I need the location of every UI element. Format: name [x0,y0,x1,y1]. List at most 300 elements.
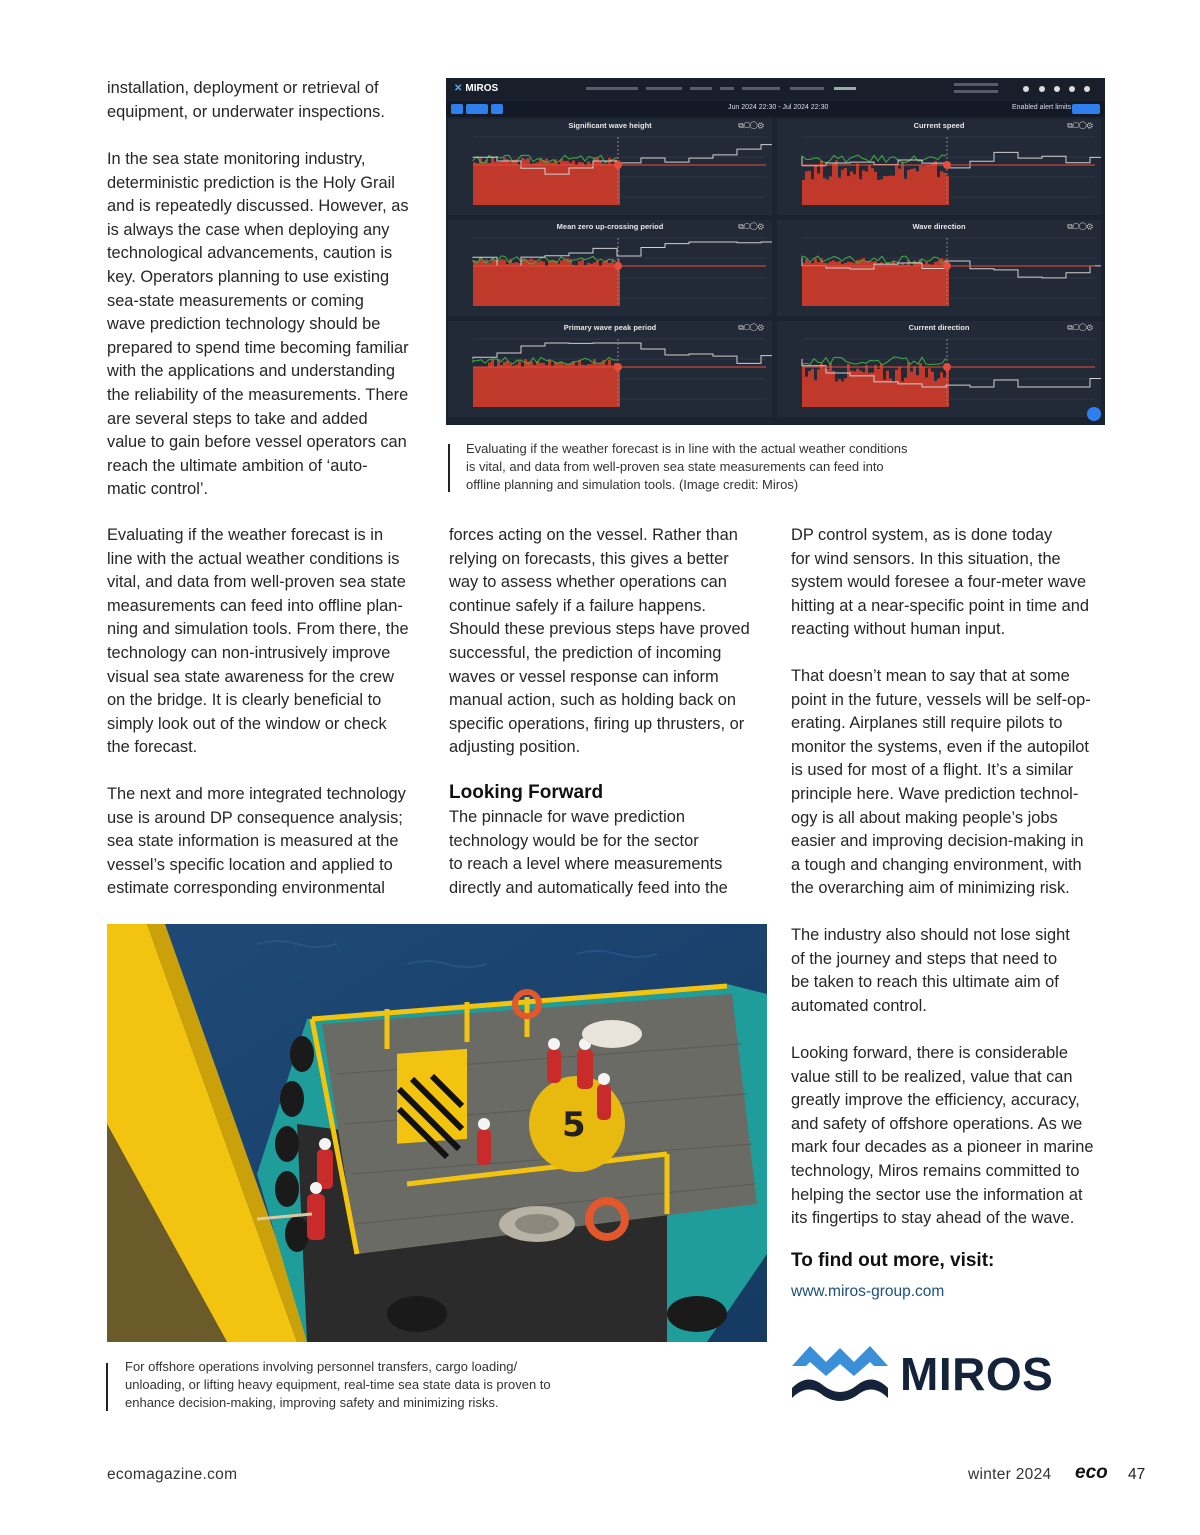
measurement-bar [820,161,823,205]
nav-forward-button[interactable] [491,104,503,114]
measurement-bar [916,171,919,205]
measurement-bar [826,369,829,407]
looking-forward-heading: Looking Forward [449,782,604,803]
measurement-bar [901,163,904,205]
text-line: estimate corresponding environmental [107,879,385,898]
measurement-bar [886,176,889,205]
measurement-bar [889,176,892,205]
measurement-bar [844,378,847,407]
measurement-bar [943,173,946,205]
measurement-bar [482,367,485,407]
measurement-bar [922,166,925,205]
measurement-bar [560,362,563,407]
measurement-bar [886,371,889,407]
measurement-bar [476,261,479,306]
panel-title: Primary wave peak period [563,323,657,332]
measurement-bar [548,261,551,306]
footer-brand-logo: eco [1075,1462,1108,1483]
measurement-bar [940,372,943,407]
measurement-bar [835,262,838,306]
measurement-bar [868,373,871,407]
measurement-bar [910,371,913,407]
measurement-bar [569,363,572,407]
measurement-bar [838,178,841,205]
text-line: vessel’s specific location and applied to [107,855,393,874]
measurement-bar [862,258,865,306]
panel-current-speed [777,119,1101,215]
panel-plot [777,321,1101,417]
measurement-bar [826,179,829,205]
measurement-bar [494,162,497,205]
nav-back-button[interactable] [451,104,463,114]
measurement-bar [934,161,937,205]
measurement-bar [901,262,904,306]
conclusion-paragraph [791,1042,1093,1231]
measurement-bar [892,381,895,407]
measurement-bar [545,266,548,306]
measurement-bar [614,265,617,306]
measurement-bar [611,164,614,205]
measurement-bar [608,263,611,306]
measurement-bar [922,264,925,306]
text-line: is always the case when deploying any [107,220,390,239]
measurement-bar [814,380,817,407]
measurement-bar [527,361,530,407]
measurement-bar [817,369,820,407]
measurement-bar [898,265,901,306]
measurement-bar [605,164,608,205]
measurement-bar [829,176,832,205]
measurement-bar [584,265,587,306]
measurement-bar [865,365,868,407]
measurement-bar [473,162,476,205]
now-marker-dot [943,161,951,169]
text-line: For offshore operations involving personnel transfers, cargo loading/ [125,1359,518,1374]
alert-limits-toggle[interactable]: Enabled alert limits [1012,104,1072,111]
measurement-bar [877,369,880,407]
text-line: sea-state measurements or coming [107,291,364,310]
measurement-bar [518,165,521,205]
measurement-bar [512,366,515,407]
text-line: helping the sector use the information at [791,1185,1083,1204]
text-line: continue safely if a failure happens. [449,596,706,615]
measurement-bar [874,172,877,205]
measurement-bar [536,162,539,205]
measurement-bar [572,160,575,205]
measurement-bar [530,361,533,407]
measurement-bar [518,263,521,306]
measurement-bar [482,162,485,205]
measurement-bar [844,263,847,306]
text-line: and is repeatedly discussed. However, as [107,197,409,216]
measurement-bar [560,260,563,306]
measurement-bar [518,361,521,407]
photo-caption [125,1358,551,1412]
measurement-bar [913,366,916,407]
text-line: the overarching aim of minimizing risk. [791,879,1070,898]
panel-plot [448,119,772,215]
measurement-bar [581,162,584,205]
measured-series-line [802,357,946,365]
text-line: Evaluating if the weather forecast is in line with the actual weather conditions [466,441,908,456]
measurement-bar [928,368,931,407]
measurement-bar [593,262,596,306]
text-line: waves or vessel response can inform [449,667,719,686]
measurement-bar [563,161,566,205]
footer-site: ecomagazine.com [107,1466,238,1483]
measurement-bar [898,169,901,205]
measurement-bar [533,163,536,205]
measurement-bar [802,180,805,205]
measurement-bar [602,164,605,205]
measurement-bar [473,367,476,407]
measurement-bar [904,179,907,205]
measurement-bar [841,170,844,205]
text-line: simply look out of the window or check [107,714,387,733]
help-badge-icon[interactable] [1087,407,1101,421]
self-operating-paragraph [791,665,1091,901]
panel-plot [448,220,772,316]
measurement-bar [515,365,518,407]
text-line: with the applications and understanding [107,362,395,381]
measurement-bar [940,258,943,306]
measurement-bar [575,265,578,306]
text-line: value still to be realized, value that can [791,1067,1073,1086]
text-line: a tough and changing environment, with [791,855,1082,874]
measurement-bar [551,260,554,306]
text-line: Evaluating if the weather forecast is in [107,526,384,544]
measurement-bar [859,260,862,306]
measurement-bar [826,263,829,306]
measurement-bar [811,369,814,407]
measurement-bar [539,260,542,306]
measurement-bar [910,169,913,205]
footer-page-number: 47 [1128,1466,1146,1483]
measurement-bar [856,369,859,407]
panel-title: Wave direction [912,222,966,231]
measurement-bar [497,261,500,306]
measurement-bar [515,159,518,205]
now-marker-dot [614,161,622,169]
measurement-bar [599,266,602,306]
measurement-bar [533,365,536,407]
measurement-bar [883,380,886,407]
measurement-bar [584,165,587,205]
measurement-bar [479,367,482,407]
dashboard-date-range: Jun 2024 22:30 - Jul 2024 22:30 [728,104,829,111]
text-line: directly and automatically feed into the [449,878,728,897]
measurement-bar [509,364,512,407]
measurement-bar [853,174,856,205]
text-line: In the sea state monitoring industry, [107,150,366,168]
measurement-bar [578,261,581,306]
text-line: Should these previous steps have proved [449,620,750,639]
industry-paragraph [791,924,1070,1018]
measurement-bar [572,361,575,407]
measurement-bar [856,164,859,205]
text-line: of the journey and steps that need to [791,949,1058,968]
measurement-bar [524,359,527,407]
measurement-bar [811,179,814,205]
text-line: matic control’. [107,480,209,499]
measurement-bar [488,163,491,205]
measurement-bar [823,178,826,205]
text-line: is vital, and data from well-proven sea state measurements can feed into [466,459,884,474]
measurement-bar [808,171,811,205]
text-line: The pinnacle for wave prediction [449,808,685,826]
panel-title: Current direction [908,323,970,332]
measurement-bar [506,361,509,407]
text-line: way to assess whether operations can [449,573,727,592]
measurement-bar [503,362,506,407]
text-line: erating. Airplanes still require pilots to [791,714,1063,733]
measurement-bar [880,179,883,205]
measurement-bar [817,262,820,306]
text-line: measurements can feed into offline plan- [107,596,403,615]
text-line: reach the ultimate ambition of ‘auto- [107,456,368,475]
measurement-bar [542,160,545,205]
measurement-bar [931,265,934,306]
offshore-vessel-photo [107,924,767,1342]
measurement-bar [808,262,811,306]
measurement-bar [581,260,584,306]
measurement-bar [835,160,838,205]
measurement-bar [892,261,895,306]
text-line: deterministic prediction is the Holy Grail [107,173,395,192]
measurement-bar [557,363,560,407]
measurement-bar [823,368,826,407]
miros-dashboard-screenshot [446,78,1105,425]
measurement-bar [883,265,886,306]
measurement-bar [506,159,509,205]
measurement-bar [536,361,539,407]
text-line: relying on forecasts, this gives a better [449,549,729,568]
text-line: value to gain before vessel operators can [107,433,407,452]
panel-toolbar-icons[interactable]: ⧉▢◯⚙ [738,323,764,332]
caption-rule [106,1363,108,1411]
measurement-bar [596,261,599,306]
panel-mean-zero-upcrossing-period [448,220,772,316]
text-line: unloading, or lifting heavy equipment, real-time sea state data is proven to [125,1377,551,1392]
measurement-bar [599,363,602,407]
measurement-bar [904,378,907,407]
measurement-bar [817,173,820,205]
text-line: offline planning and simulation tools. (Image credit: Miros) [466,477,799,492]
measurement-bar [913,261,916,306]
measurement-bar [554,362,557,407]
measurement-bar [907,170,910,205]
measurement-bar [527,260,530,306]
measurement-bar [931,372,934,407]
measurement-bar [554,261,557,306]
text-line: visual sea state awareness for the crew [107,667,394,686]
text-line: to reach a level where measurements [449,855,723,874]
measurement-bar [919,165,922,205]
measurement-bar [515,262,518,306]
measured-series-line [802,155,946,163]
measurement-bar [925,165,928,205]
text-line: The industry also should not lose sight [791,926,1070,944]
panel-toolbar-icons[interactable]: ⧉▢◯⚙ [738,121,764,130]
measurement-bar [931,163,934,205]
panel-plot [777,119,1101,215]
measurement-bar [811,263,814,306]
today-button[interactable] [466,104,488,114]
text-line: system would foresee a four-meter wave [791,573,1087,592]
measurement-bar [916,375,919,407]
dp-control-paragraph [791,524,1089,642]
measurement-bar [566,161,569,205]
text-line: prepared to spend time becoming familiar [107,338,409,357]
measurement-bar [937,261,940,306]
measurement-bar [512,263,515,306]
text-line: forces acting on the vessel. Rather than [449,526,738,544]
measurement-bar [539,363,542,407]
text-line: wave prediction technology should be [107,315,381,334]
measurement-bar [593,359,596,407]
text-line: are several steps to take and added [107,409,368,428]
measurement-bar [928,264,931,306]
find-out-more-heading: To find out more, visit: [791,1250,995,1271]
measurement-bar [850,171,853,205]
now-marker-dot [943,363,951,371]
measurement-bar [494,260,497,306]
text-line: for wind sensors. In this situation, the [791,549,1061,568]
measurement-bar [805,377,808,407]
measurement-bar [587,364,590,407]
text-line: its fingertips to stay ahead of the wave. [791,1209,1075,1228]
measurement-bar [599,161,602,205]
panel-primary-wave-peak-period [448,321,772,417]
measurement-bar [542,363,545,407]
text-line: vital, and data from well-proven sea state [107,573,406,592]
measurement-bar [545,365,548,407]
measurement-bar [557,264,560,306]
measurement-bar [560,159,563,205]
measurement-bar [500,365,503,407]
measurement-bar [907,260,910,306]
measurement-bar [871,168,874,205]
measurement-bar [820,363,823,407]
measurement-bar [551,366,554,407]
measurement-bar [590,164,593,205]
measurement-bar [835,381,838,407]
text-line: successful, the prediction of incoming [449,643,722,662]
measurement-bar [865,172,868,205]
dp-consequence-paragraph [107,783,406,901]
panel-title: Significant wave height [568,121,652,130]
measurement-bar [895,265,898,306]
dashboard-logo: ✕ MIROS [454,83,499,94]
measurement-bar [590,364,593,407]
dashboard-top-bar [446,78,1105,100]
measurement-bar [533,260,536,306]
measurement-bar [802,263,805,306]
measurement-bar [895,165,898,205]
measurement-bar [497,359,500,407]
panel-wave-direction [777,220,1101,316]
measurement-bar [823,263,826,306]
measurement-bar [853,371,856,407]
measurement-bar [892,176,895,205]
panel-plot [448,321,772,417]
panel-toolbar-icons[interactable]: ⧉▢◯⚙ [738,222,764,231]
measurement-bar [524,159,527,205]
measurement-bar [844,168,847,205]
measurement-bar [895,370,898,407]
measurement-bar [575,366,578,407]
measurement-bar [500,161,503,205]
panel-toolbar-icons[interactable]: ⧉▢◯⚙ [1067,323,1093,332]
measurement-bar [889,378,892,407]
measurement-bar [862,170,865,205]
text-line: line with the actual weather conditions is [107,549,400,568]
miros-website-link[interactable]: www.miros-group.com [791,1283,945,1300]
measurement-bar [497,162,500,205]
now-marker-dot [943,262,951,270]
measurement-bar [581,365,584,407]
holy-grail-paragraph [107,148,409,502]
measurement-bar [856,260,859,306]
measurement-bar [554,159,557,205]
measurement-bar [880,262,883,306]
measurement-bar [494,367,497,407]
measurement-bar [563,364,566,407]
text-line: key. Operators planning to use existing [107,267,390,286]
text-line: mark four decades as a pioneer in marine [791,1138,1094,1157]
footer-issue: winter 2024 [968,1466,1052,1483]
measurement-bar [877,180,880,205]
text-line: technology, Miros remains committed to [791,1161,1080,1180]
evaluating-paragraph [107,524,409,760]
text-line: the reliability of the measurements. There [107,385,409,404]
measurement-bar [536,262,539,306]
measurement-bar [584,365,587,407]
text-line: use is around DP consequence analysis; [107,808,403,827]
text-line: point in the future, vessels will be self-op- [791,690,1091,709]
measurement-bar [913,168,916,205]
measurement-bar [473,261,476,306]
text-line: automated control. [791,996,927,1015]
set-alerts-button[interactable] [1072,104,1100,114]
measurement-bar [611,365,614,407]
dashboard-caption [466,440,908,494]
measurement-bar [874,365,877,407]
text-line: be taken to reach this ultimate aim of [791,973,1059,992]
measurement-bar [862,372,865,407]
measurement-bar [904,265,907,306]
panel-plot [777,220,1101,316]
measurement-bar [512,160,515,205]
now-marker-dot [614,363,622,371]
panel-toolbar-icons[interactable]: ⧉▢◯⚙ [1067,121,1093,130]
measurement-bar [859,179,862,205]
measurement-bar [596,364,599,407]
text-line: specific operations, firing up thrusters, or [449,714,745,733]
measurement-bar [925,377,928,407]
panel-toolbar-icons[interactable]: ⧉▢◯⚙ [1067,222,1093,231]
measurement-bar [916,263,919,306]
text-line: the forecast. [107,738,198,757]
measurement-bar [838,379,841,407]
text-line: equipment, or underwater inspections. [107,102,385,121]
miros-wordmark: MIROS [900,1348,1054,1400]
svg-text:5: 5 [562,1105,586,1145]
measurement-bar [883,176,886,205]
intro-paragraph [107,77,385,124]
text-line: installation, deployment or retrieval of [107,79,379,97]
measurement-bar [907,362,910,407]
